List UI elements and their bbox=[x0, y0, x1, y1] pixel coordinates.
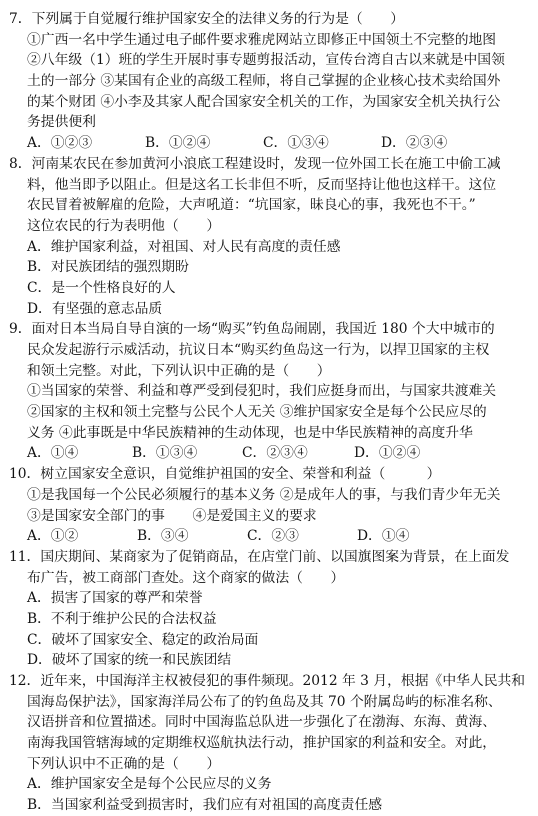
question-7-text: 土的一部分 ③某国有企业的高级工程师，将自己掌握的企业核心技术卖给国外 bbox=[27, 73, 501, 90]
question-10 bbox=[0, 464, 538, 547]
question-12-text: 下列认识中不正确的是（ ） bbox=[27, 755, 221, 772]
option-c: C．是一个性格良好的人 bbox=[27, 279, 176, 296]
question-7-options bbox=[0, 133, 538, 154]
question-7-text: 务提供便利 bbox=[27, 114, 96, 131]
option-a: A．损害了国家的尊严和荣誉 bbox=[27, 590, 203, 607]
option-b: B．①③④ bbox=[132, 445, 198, 462]
question-12-text: 南海我国管辖海域的定期维权巡航执法行动，推护国家的利益和安全。对此， bbox=[27, 735, 497, 752]
option-c: C．②③ bbox=[247, 528, 299, 545]
question-12-stem: 12．近年来，中国海洋主权被侵犯的事件频现。2012 年 3 月，根据《中华人民共和 bbox=[9, 673, 526, 689]
question-9-text: ①当国家的荣誉、利益和尊严受到侵犯时，我们应挺身而出，与国家共渡难关 bbox=[27, 383, 497, 400]
question-11-stem: 11．国庆期间、某商家为了促销商品，在店堂门前、以国旗图案为背景，在上面发 bbox=[9, 548, 510, 565]
option-d: D．①④ bbox=[357, 528, 410, 545]
question-11-text: 布广告，被工商部门查处。这个商家的做法（ ） bbox=[27, 569, 345, 586]
question-7-text: 的某个财团 ④小李及其家人配合国家安全机关的工作，为国家安全机关执行公 bbox=[27, 93, 501, 110]
option-c: C．②③④ bbox=[242, 445, 308, 462]
question-9-text: 和领土完整。对此，下列认识中正确的是（ ） bbox=[27, 362, 331, 379]
question-8-text: 农民冒着被解雇的危险，大声吼道：“坑国家，昧良心的事，我死也不干。” bbox=[27, 197, 476, 214]
option-c: C．破坏了国家安全、稳定的政治局面 bbox=[27, 631, 259, 648]
question-7 bbox=[0, 9, 538, 154]
question-7-text: ①广西一名中学生通过电子邮件要求雅虎网站立即修正中国领土不完整的地图 bbox=[27, 31, 497, 48]
question-10-options bbox=[0, 526, 538, 547]
option-d: D．①②④ bbox=[354, 445, 421, 462]
question-9-text: ②国家的主权和领土完整与公民个人无关 ③维护国家安全是每个公民应尽的 bbox=[27, 404, 487, 421]
question-9-text: 义务 ④此事既是中华民族精神的生动体现，也是中华民族精神的高度升华 bbox=[27, 424, 473, 441]
option-b: B．不利于维护公民的合法权益 bbox=[27, 610, 217, 627]
option-a: A．①②③ bbox=[27, 135, 93, 152]
option-b: B．③④ bbox=[137, 528, 189, 545]
question-9-text: 民众发起游行示威活动，抗议日本“购买约鱼岛这一行为，以捍卫国家的主权 bbox=[27, 342, 490, 358]
option-d: D．有坚强的意志品质 bbox=[27, 300, 163, 317]
question-10-text: ①是我国每一个公民必须履行的基本义务 ②是成年人的事，与我们青少年无关 bbox=[27, 486, 501, 503]
question-10-text: ③是国家安全部门的事 ④是爱国主义的要求 bbox=[27, 507, 317, 524]
option-d: D．破坏了国家的统一和民族团结 bbox=[27, 652, 232, 669]
option-b: B．①②④ bbox=[145, 135, 211, 152]
question-9-stem: 9．面对日本当局自导自演的一场“购买”钓鱼岛闹剧，我国近 180 个大中城市的 bbox=[9, 321, 495, 338]
option-a: A．①② bbox=[27, 528, 79, 545]
question-12-text: 汉语拼音和位置描述。同时中国海监总队进一步强化了在渤海、东海、黄海、 bbox=[27, 714, 497, 731]
option-b: B．当国家利益受到损害时，我们应有对祖国的高度责任感 bbox=[27, 797, 383, 814]
option-a: A．维护国家利益，对祖国、对人民有高度的责任感 bbox=[27, 238, 341, 255]
question-9 bbox=[0, 319, 538, 464]
question-9-options bbox=[0, 443, 538, 464]
question-11 bbox=[0, 547, 538, 671]
exam-page bbox=[0, 9, 538, 816]
option-c: C．①③④ bbox=[263, 135, 329, 152]
question-12 bbox=[0, 671, 538, 816]
option-b: B．对民族团结的强烈期盼 bbox=[27, 259, 189, 276]
question-7-text: ②八年级（1）班的学生开展时事专题剪报活动，宣传台湾自古以来就是中国领 bbox=[27, 52, 505, 69]
option-a: A．①④ bbox=[27, 445, 79, 462]
question-8 bbox=[0, 154, 538, 320]
question-8-text: 料，他当即予以阻止。但是这名工长非但不听，反而坚持让他也这样干。这位 bbox=[27, 176, 497, 193]
option-d: D．②③④ bbox=[381, 135, 448, 152]
question-8-stem: 8．河南某农民在参加黄河小浪底工程建设时，发现一位外国工长在施工中偷工减 bbox=[9, 155, 501, 172]
question-10-stem: 10．树立国家安全意识，自觉维护祖国的安全、荣誉和利益（ ） bbox=[9, 466, 441, 483]
question-7-stem: 7．下列属于自觉履行维护国家安全的法律义务的行为是（ ） bbox=[9, 11, 405, 27]
question-12-text: 国海岛保护法》，国家海洋局公布了的钓鱼岛及其 70 个附属岛屿的标准名称、 bbox=[27, 693, 502, 710]
option-a: A．维护国家安全是每个公民应尽的义务 bbox=[27, 776, 272, 793]
question-8-text: 这位农民的行为表明他（ ） bbox=[27, 217, 221, 234]
